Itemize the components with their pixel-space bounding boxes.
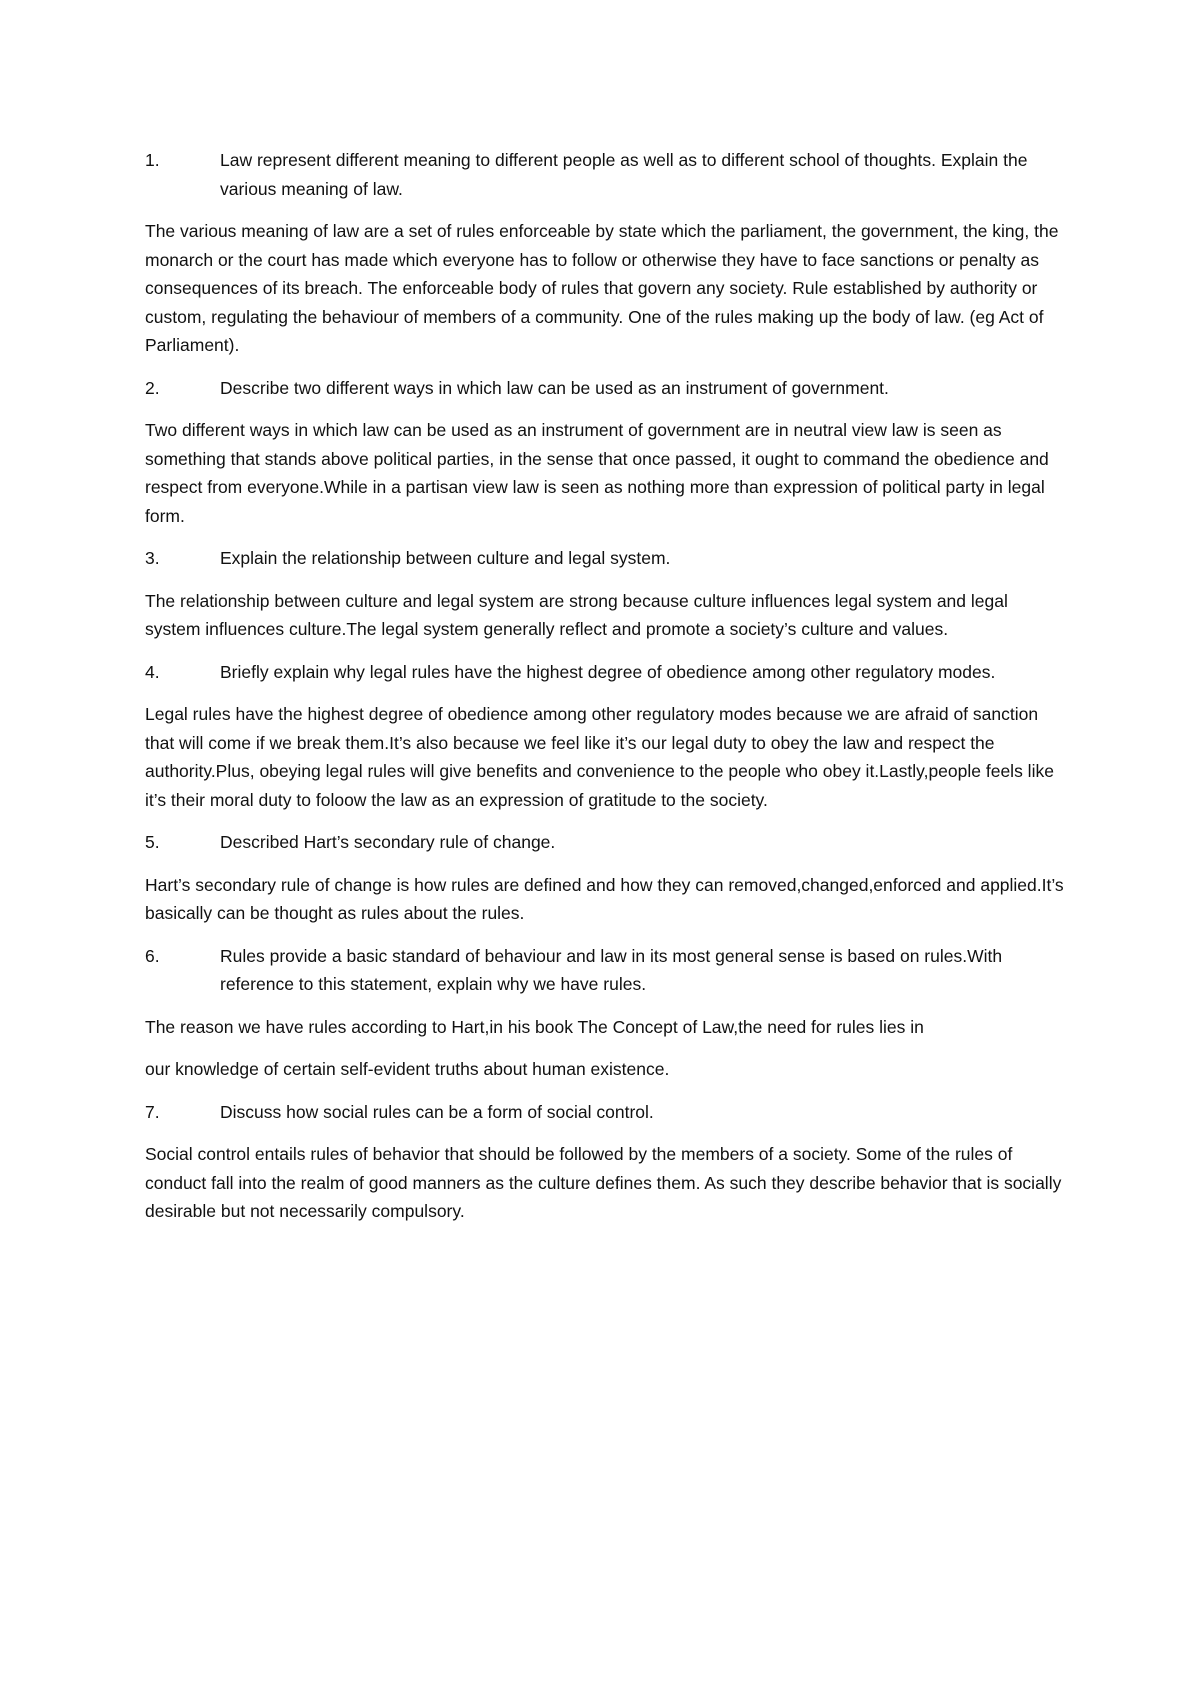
question-number: 6. [145, 945, 160, 966]
question-number: 3. [145, 548, 160, 568]
answer-text: Two different ways in which law can be used as an instrument of government are in neutral view law is seen as something that stands above political parties, in the sense that once passed, it ought to command the obedience and respect from everyone.While in a partisan view law is seen as nothing more than expression of political party in legal form. [145, 420, 1049, 526]
qa-item-6 [145, 942, 1065, 1084]
question [145, 374, 1065, 403]
question-number: 7. [145, 1101, 160, 1122]
question [145, 658, 1065, 687]
question-number: 2. [145, 377, 160, 398]
question-number: 4. [145, 661, 160, 682]
question [145, 146, 1065, 203]
question-text: Described Hart’s secondary rule of change. [220, 832, 556, 852]
qa-item-2 [145, 374, 1065, 531]
question-text: Explain the relationship between culture and legal system. [220, 548, 671, 568]
question-text: Describe two different ways in which law can be used as an instrument of government. [220, 377, 889, 398]
answer-text: The relationship between culture and legal system are strong because culture influences legal system and legal system influences culture.The legal system generally reflect and promote a society’s culture and values. [145, 590, 1008, 639]
qa-item-3 [145, 544, 1065, 644]
qa-item-5 [145, 828, 1065, 928]
answer-text: The various meaning of law are a set of rules enforceable by state which the parliament, the government, the king, the monarch or the court has made which everyone has to follow or otherwise they have to face sanctions or penalty as consequences of its breach. The enforceable body of rules that govern any society. Rule established by authority or custom, regulating the behaviour of members of a community. One of the rules making up the body of law. (eg Act of Parliament). [145, 221, 1059, 355]
qa-item-1 [145, 146, 1065, 360]
answer-line: our knowledge of certain self-evident truths about human existence. [145, 1059, 670, 1079]
answer-text: Social control entails rules of behavior that should be followed by the members of a society. Some of the rules of conduct fall into the realm of good manners as the culture defines them. As such they describe behavior that is socially desirable but not necessarily compulsory. [145, 1144, 1062, 1221]
question [145, 942, 1065, 999]
question-text: Discuss how social rules can be a form of social control. [220, 1101, 654, 1122]
answer-line: The reason we have rules according to Hart,in his book The Concept of Law,the need for rules lies in [145, 1016, 924, 1037]
question [145, 1098, 1065, 1127]
question-number: 5. [145, 832, 160, 852]
answer-text: Legal rules have the highest degree of obedience among other regulatory modes because we are afraid of sanction that will come if we break them.It’s also because we feel like it’s our legal duty to obey the law and respect the authority.Plus, obeying legal rules will give benefits and convenience to the people who obey it.Lastly,people feels like it’s their moral duty to foloow the law as an expression of gratitude to the society. [145, 704, 1054, 810]
question-number: 1. [145, 150, 160, 170]
question [145, 828, 1065, 857]
qa-item-7 [145, 1098, 1065, 1226]
document-page [145, 146, 1065, 1240]
question [145, 544, 1065, 573]
answer-text [145, 1013, 1065, 1084]
question-text: Briefly explain why legal rules have the highest degree of obedience among other regulatory modes. [220, 661, 996, 682]
question-text: Law represent different meaning to different people as well as to different school of thoughts. Explain the various meaning of law. [220, 150, 1028, 199]
question-text: Rules provide a basic standard of behaviour and law in its most general sense is based on rules.With reference to this statement, explain why we have rules. [220, 945, 1003, 994]
answer-text: Hart’s secondary rule of change is how rules are defined and how they can removed,changed,enforced and applied.It’s basically can be thought as rules about the rules. [145, 874, 1064, 923]
qa-item-4 [145, 658, 1065, 815]
